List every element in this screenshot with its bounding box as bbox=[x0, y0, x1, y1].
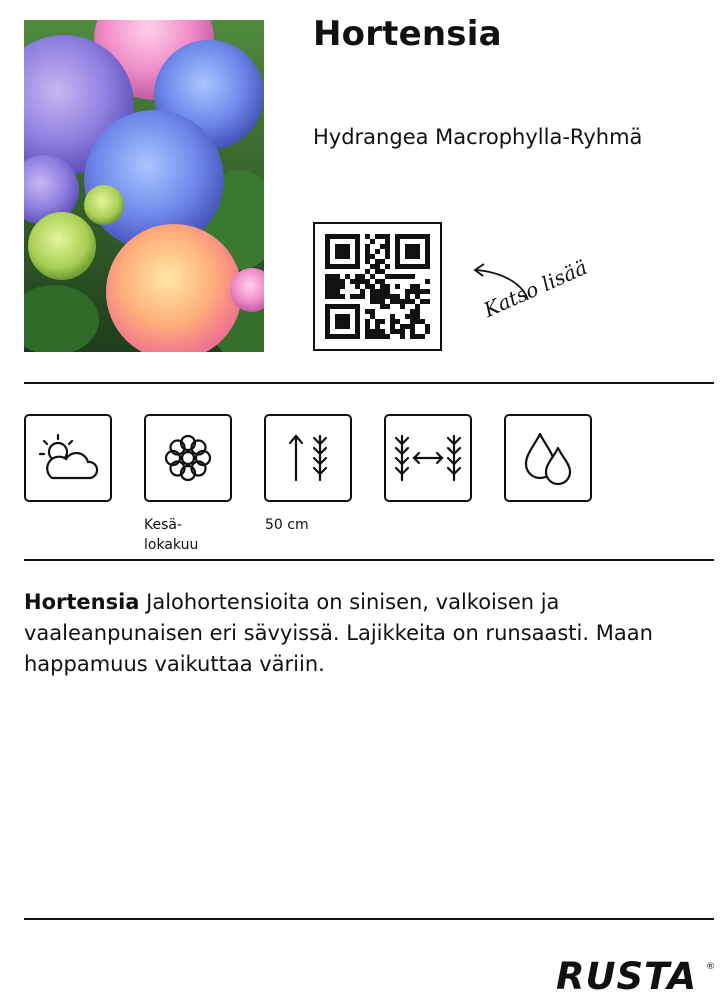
flowering-time-box bbox=[144, 414, 232, 502]
watering-box bbox=[504, 414, 592, 502]
hydrangea-illustration bbox=[24, 20, 264, 352]
qr-code[interactable] bbox=[313, 222, 442, 351]
plant-height-box bbox=[264, 414, 352, 502]
qr-code-pattern bbox=[325, 234, 430, 339]
hydrangea-photo bbox=[24, 20, 264, 352]
flowering-time-line1: Kesä- bbox=[144, 517, 183, 533]
plant-height-icon bbox=[278, 428, 338, 488]
registered-mark: ® bbox=[706, 962, 715, 972]
product-title: Hortensia bbox=[313, 14, 502, 54]
flowering-time-line2: lokakuu bbox=[144, 537, 199, 553]
flower-icon bbox=[162, 432, 214, 484]
botanical-name: Hydrangea Macrophylla-Ryhmä bbox=[313, 125, 643, 149]
plant-height-label: 50 cm bbox=[265, 517, 309, 533]
plant-spacing-box bbox=[384, 414, 472, 502]
divider-middle bbox=[24, 559, 714, 561]
see-more-note: Katso lisää bbox=[480, 255, 591, 322]
description-lead: Hortensia bbox=[24, 590, 140, 614]
product-description bbox=[24, 587, 714, 680]
partly-sunny-icon bbox=[36, 430, 100, 486]
divider-top bbox=[24, 382, 714, 384]
water-drops-icon bbox=[520, 428, 576, 488]
flowering-time-label bbox=[144, 515, 198, 555]
description-text: Jalohortensioita on sinisen, valkoisen ja vaaleanpunaisen eri sävyissä. Lajikkeita on runsaasti. Maan happamuus vaikuttaa väriin. bbox=[24, 590, 653, 676]
plant-spacing-icon bbox=[390, 428, 466, 488]
sun-exposure-box bbox=[24, 414, 112, 502]
divider-bottom bbox=[24, 918, 714, 920]
rusta-logo: RUSTA bbox=[556, 955, 698, 998]
